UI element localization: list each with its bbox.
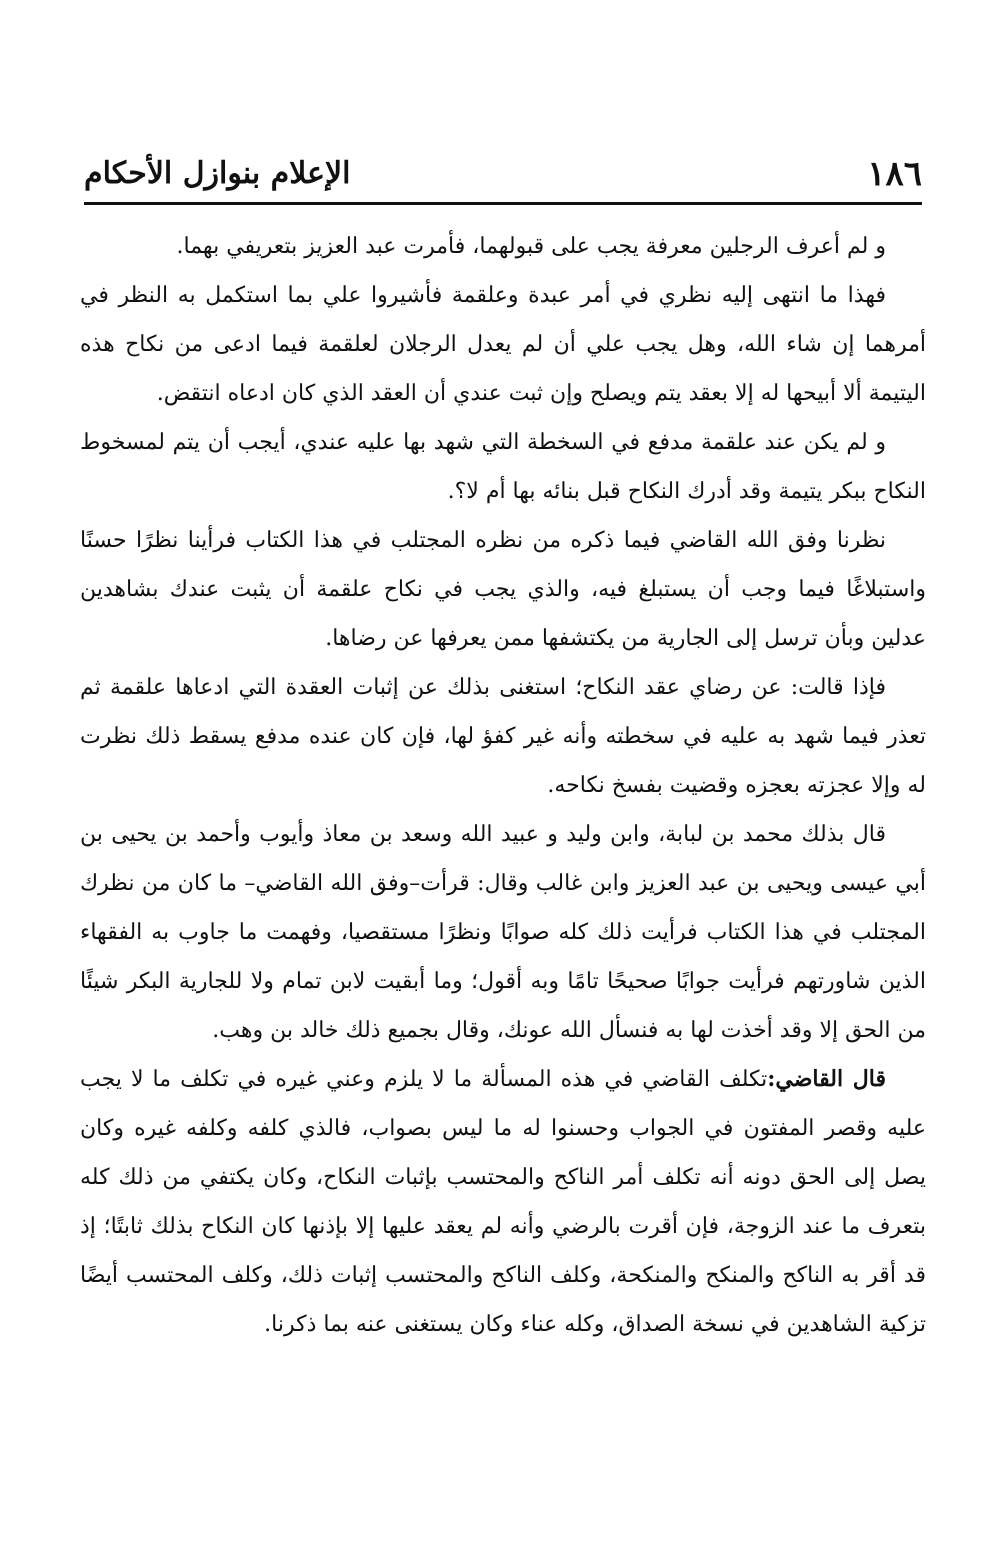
paragraph: فهذا ما انتهى إليه نظري في أمر عبدة وعلقمة فأشيروا علي بما استكمل به النظر في أمرهما إن شاء الله، وهل يجب علي أن لم يعدل الرجلان لعلقمة فيما ادعى من نكاح هذه اليتيمة ألا أبيحها له إلا بعقد يتم ويصلح وإن ثبت عندي أن العقد الذي كان ادعاه انتقض. — [80, 283, 926, 406]
paragraph: و لم أعرف الرجلين معرفة يجب على قبولهما، فأمرت عبد العزيز بتعريفي بهما. — [176, 234, 886, 259]
page-header — [84, 148, 922, 206]
paragraph: فإذا قالت: عن رضاي عقد النكاح؛ استغنى بذلك عن إثبات العقدة التي ادعاها علقمة ثم تعذر فيما شهد به عليه في سخطته وأنه غير كفؤ لها، فإن كان عنده مدفع يسقط ذلك نظرت له وإلا عجزته بعجزه وقضيت بفسخ نكاحه. — [80, 675, 926, 798]
paragraph — [80, 1055, 926, 1349]
paragraph: نظرنا وفق الله القاضي فيما ذكره من نظره المجتلب في هذا الكتاب فرأينا نظرًا حسنًا واستبلاغًا فيما وجب أن يستبلغ فيه، والذي يجب في نكاح علقمة أن يثبت عندك بشاهدين عدلين وبأن ترسل إلى الجارية من يكتشفها ممن يعرفها عن رضاها. — [80, 528, 926, 651]
paragraph: قال بذلك محمد بن لبابة، وابن وليد و عبيد الله وسعد بن معاذ وأيوب وأحمد بن يحيى بن أبي عيسى ويحيى بن عبد العزيز وابن غالب وقال: قرأت–وفق الله القاضي– ما كان من نظرك المجتلب في هذا الكتاب فرأيت ذلك كله صوابًا ونظرًا مستقصيا، وفهمت ما جاوب به الفقهاء الذين شاورتهم فرأيت جوابًا صحيحًا تامًا وبه أقول؛ وما أبقيت لابن تمام ولا للجارية البكر شيئًا من الحق إلا وقد أخذت لها به فنسأل الله عونك، وقال بجميع ذلك خالد بن وهب. — [80, 822, 926, 1043]
page-number: ١٨٦ — [867, 154, 922, 194]
paragraph-body: تكلف القاضي في هذه المسألة ما لا يلزم وعني غيره في تكلف ما لا يجب عليه وقصر المفتون في الجواب وحسنوا له ما ليس بصواب، فالذي كلفه وكلفه غيره وكان يصل إلى الحق دونه أنه تكلف أمر الناكح والمحتسب بإثبات النكاح، وكان يكتفي من ذلك كله بتعرف ما عند الزوجة، فإن أقرت بالرضي وأنه لم يعقد عليها إلا بإذنها كان النكاح بذلك ثابتًا؛ إذ قد أقر به الناكح والمنكح والمنكحة، وكلف الناكح والمحتسب إثبات ذلك، وكلف المحتسب أيضًا تزكية الشاهدين في نسخة الصداق، وكله عناء وكان يستغنى عنه بما ذكرنا. — [80, 1067, 926, 1337]
body-text — [80, 222, 926, 1349]
header-rule — [84, 202, 922, 205]
paragraph: و لم يكن عند علقمة مدفع في السخطة التي شهد بها عليه عندي، أيجب أن يتم لمسخوط النكاح ببكر يتيمة وقد أدرك النكاح قبل بنائه بها أم لا؟. — [80, 430, 926, 504]
running-title: الإعلام بنوازل الأحكام — [84, 156, 351, 191]
paragraph-lead: قال القاضي: — [767, 1066, 886, 1092]
